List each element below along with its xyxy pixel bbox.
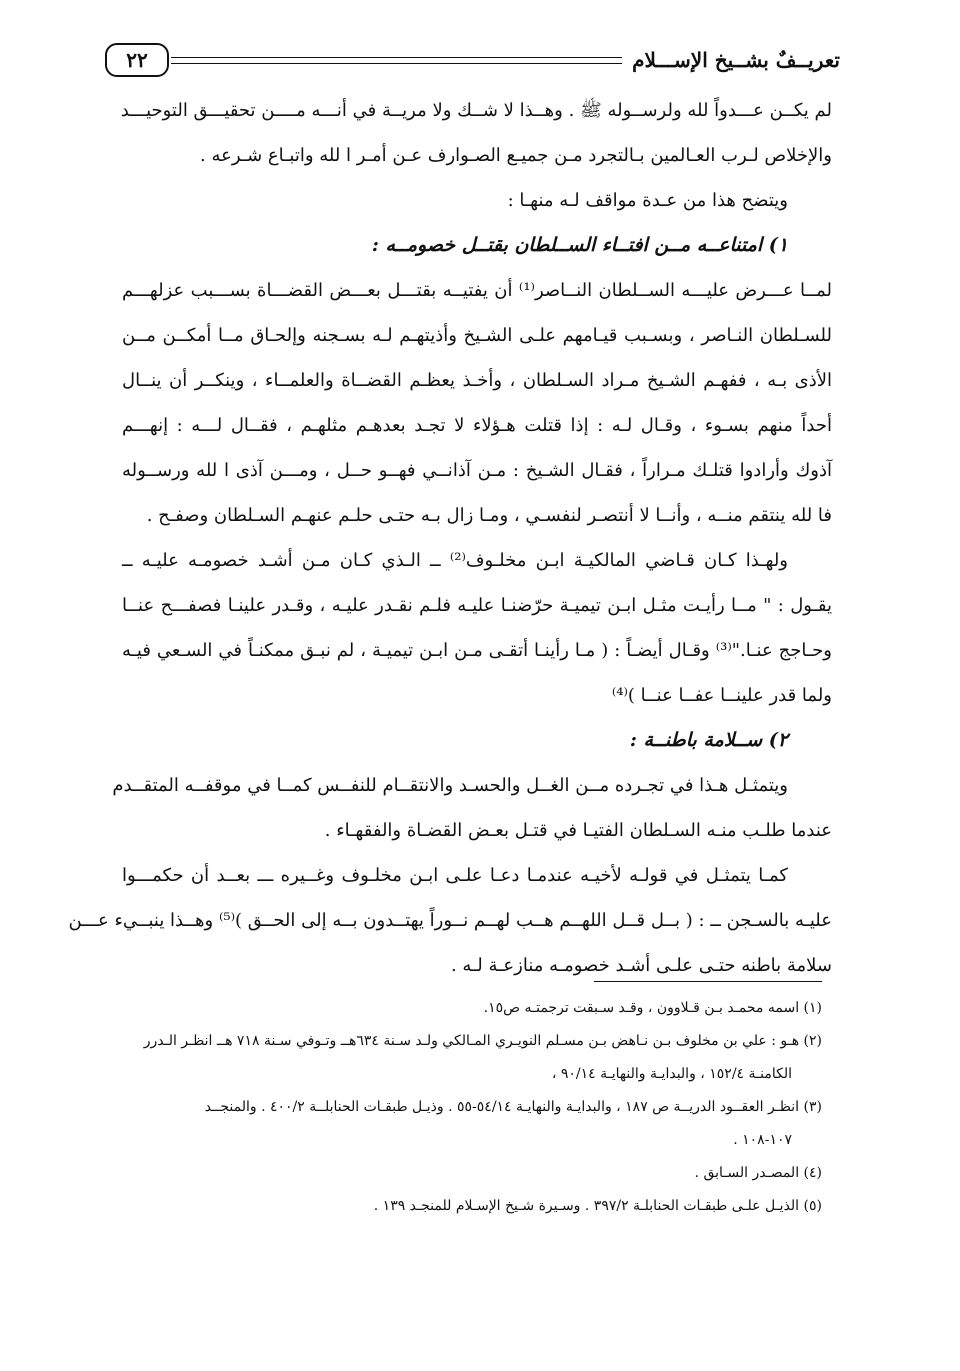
footnote-line: (٣) انظـر العقــود الدريــة ص ١٨٧ ، والبدايـة والنهايـة ٥٤/١٤-٥٥ . وذيـل طبقـات الحنابلــة ٤٠٠/٢ . والمنجــد: [204, 1099, 822, 1115]
text-line: أحداً منهم بسـوء ، وقـال لـه : إذا قتلت هـؤلاء لا تجـد بعدهـم مثلهـم ، فقــال لـــه : إنهـــم: [122, 415, 832, 436]
text-line: آذوك وأرادوا قتلـك مـراراً ، فقـال الشـيخ : مـن آذانــي فهــو حــل ، ومـــن آذى ا لله ورســوله: [122, 460, 832, 481]
text-line: عندما طلـب منـه السـلطان الفتيـا في قتـل بعـض القضـاة والفقهـاء .: [324, 820, 832, 841]
text-line: للسـلطان النـاصر ، وبسـبب قيـامهم علـى الشـيخ وأذيتهـم لـه بسـجنه وإلحـاق مــا أمكــن مــن: [122, 325, 832, 346]
header-title: تعريــفٌ بشــيخ الإســـلام: [632, 48, 840, 72]
text-line: عليـه بالسـجن ــ : ( بــل قــل اللهــم هــب لهــم نــوراً يهتــدون بــه إلى الحــق )⁽⁵⁾ وهــذا ينبــيء عـــن: [68, 910, 832, 931]
footnote-line: ١٠٧-١٠٨ .: [733, 1132, 792, 1148]
section-heading-2: ٢) ســلامة باطنــة :: [629, 729, 788, 751]
footnote-line: (٤) المصـدر السـابق .: [694, 1165, 822, 1181]
text-line: ويتضح هذا من عـدة مواقف لـه منهـا :: [507, 190, 788, 211]
text-line: لم يكــن عـــدواً لله ولرســوله ﷺ . وهــذا لا شــك ولا مريــة في أنـــه مــــن تحقيـــق التوحيـــد: [120, 100, 832, 121]
footnote-line: (١) اسمه محمـد بـن قـلاوون ، وقـد سـبقت ترجمتـه ص١٥.: [483, 1000, 822, 1016]
text-line: كمـا يتمثـل في قولـه لأخيـه عندمـا دعـا علـى ابـن مخلـوف وغــيره ـــ بعــد أن حكمـــوا: [122, 865, 788, 886]
page-number: ٢٢: [105, 43, 169, 77]
section-heading-1: ١) امتناعــه مــن افتــاء الســلطان بقتــل خصومــه :: [371, 234, 788, 256]
text-line: والإخلاص لـرب العـالمين بـالتجرد مـن جميـع الصـوارف عـن أمـر ا لله واتبـاع شـرعه .: [200, 145, 832, 166]
text-line: الأذى بـه ، ففهـم الشـيخ مـراد السـلطان ، وأخـذ يعظـم القضــاة والعلمــاء ، وينكــر أن ينــال: [122, 370, 832, 391]
main-text: [68, 88, 832, 988]
text-line: سلامة باطنه حتـى علـى أشـد خصومـه منازعـة لـه .: [450, 955, 832, 976]
text-line: ولما قدر علينــا عفــا عنــا )⁽⁴⁾: [611, 685, 832, 706]
text-line: ولهـذا كـان قـاضي المالكيـة ابـن مخلـوف⁽²⁾ ــ الـذي كـان مـن أشـد خصومـه عليـه ــ: [122, 550, 789, 571]
text-line: لمــا عـــرض عليـــه الســلطان النــاصر⁽¹⁾ أن يفتيــه بقتـــل بعـــض القضـــاة بســـبب عزلهـــم: [122, 280, 832, 301]
running-header: [105, 40, 840, 80]
text-line: يقـول : " مــا رأيـت مثـل ابـن تيميـة حرّضنـا عليـه فلـم نقـدر عليـه ، وقـدر علينـا فصفـــح عنــا: [122, 595, 832, 616]
text-line: وحـاجج عنـا."⁽³⁾ وقـال أيضـاً : ( مـا رأينـا أتقـى مـن ابـن تيميـة ، لم نبـق ممكنـاً في السـعي فيـه: [122, 640, 832, 661]
text-line: ويتمثـل هـذا في تجـرده مــن الغــل والحسـد والانتقــام للنفــس كمــا في موقفــه المتقــدم: [112, 775, 788, 796]
footnotes: [120, 992, 822, 1223]
footnote-line: الكامنـة ١٥٢/٤ ، والبدايـة والنهايـة ٩٠/١٤ ،: [551, 1066, 792, 1082]
footnote-line: (٥) الذيـل علـى طبقـات الحنابلـة ٣٩٧/٢ . وسـيرة شـيخ الإسـلام للمنجـد ١٣٩ .: [373, 1198, 822, 1214]
header-rule: [171, 57, 622, 64]
footnote-line: (٢) هـو : علي بن مخلوف بـن نـاهض بـن مسـلم النويـري المـالكي ولـد سـنة ٦٣٤هــ وتـوفي سـنة ٧١٨ هــ انظـر الـدرر: [143, 1033, 822, 1049]
text-line: فا لله ينتقم منــه ، وأنــا لا أنتصـر لنفسـي ، ومـا زال بـه حتـى حلـم عنهـم السـلطان وصفـح .: [146, 505, 832, 526]
footnote-separator: [594, 981, 822, 982]
